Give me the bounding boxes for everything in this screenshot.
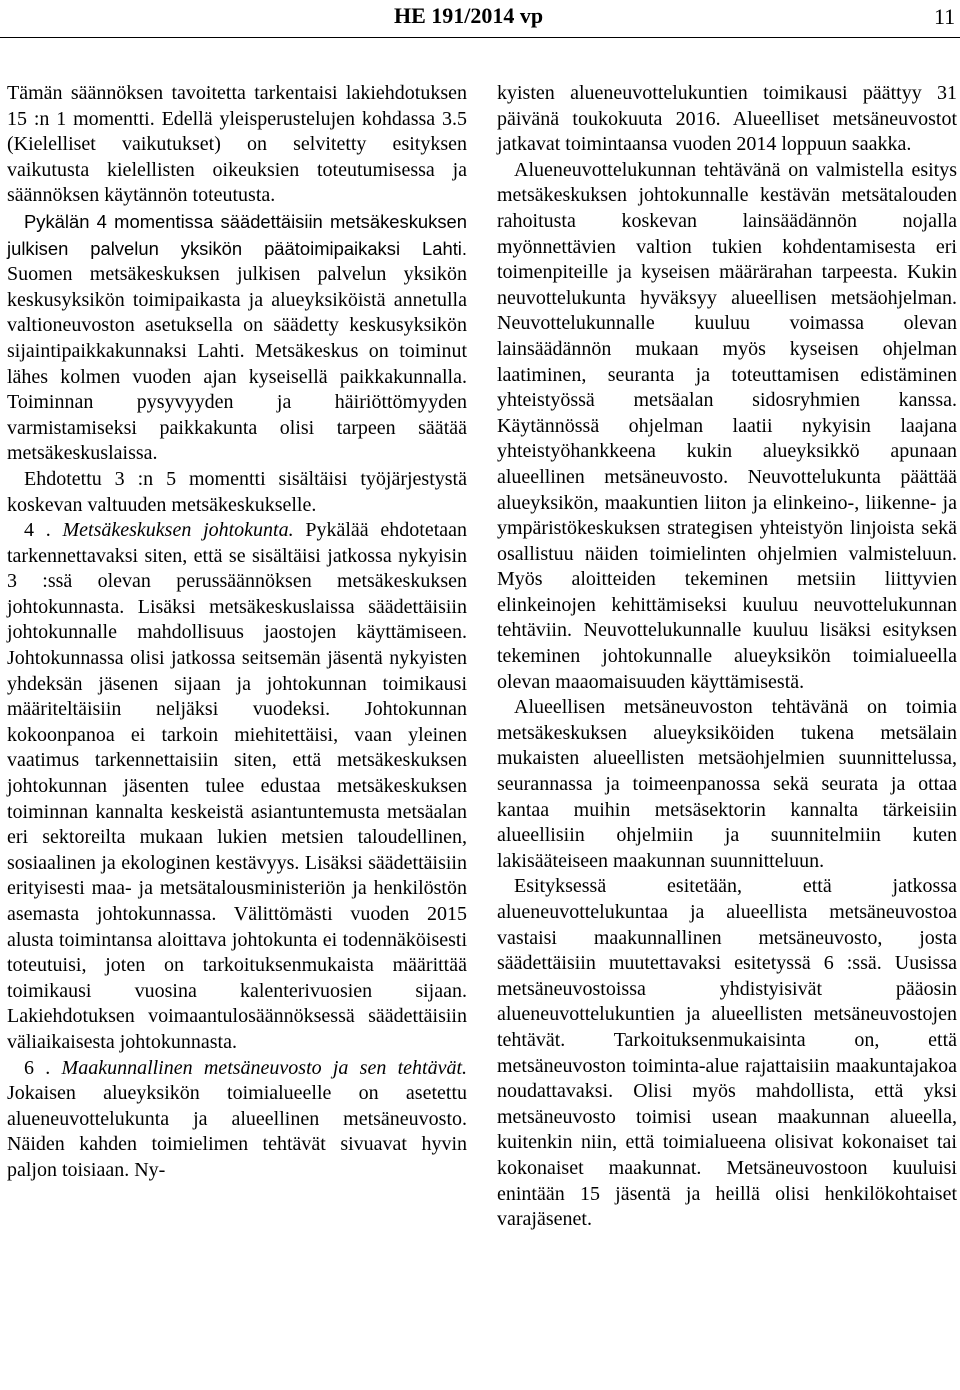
paragraph: kyisten alueneuvottelukuntien toimikausi päättyy 31 päivänä toukokuuta 2016. Alueelliset metsäneuvostot jatkavat toimintaansa vuoden 2014 loppuun saakka. [497,82,957,156]
left-column [7,81,467,1184]
section-number: 6 . [24,1056,51,1079]
section-text: Jokaisen alueyksikön toimialueelle on asetettu alueneuvottelukunta ja alueellinen metsäneuvosto. Näiden kahden toimielimen tehtävät sivuavat hyvin paljon toisiaan. Ny- [7,1082,467,1181]
section-text: Pykälää ehdotetaan tarkennettavaksi siten, että se sisältäisi jatkossa nykyisin 3 :ssä olevan perussäännöksen metsäkeskuksen johtokunnasta. Lisäksi metsäkeskuslaissa säädettäisiin johtokunnalle mahdollisuus jaostojen käyttämiseen. Johtokunnassa olisi jatkossa seitsemän jäsentä nykyisten yhdeksän jäsenen sijaan ja johtokunnan toimikausi määriteltäisiin neljäksi vuodeksi. Johtokunnan kokoonpanoa ei tarkoin miehitettäisi, vaan yleinen vaatimus tarkennettaisiin siten, että metsäkeskuksen johtokunnan jäsenten tulee edustaa metsäkeskuksen toiminnan kannalta keskeistä asiantuntemusta metsäalan eri sektoreilta mukaan lukien metsien taloudellinen, sosiaalinen ja ekologinen kestävyys. Lisäksi säädettäisiin erityisesti maa- ja metsätalousministeriön ja henkilöstön asemasta johtokunnassa. Välittömästi vuoden 2015 alusta toimintansa aloittava johtokunta ei todennäköisesti toteutuisi, joten on tarkoituksenmukaista määrittää toimikausi vuosina kalenterivuosien sijaan. Lakiehdotuksen voimaantulosäännöksessä säädettäisiin väliaikaisesta johtokunnasta. [7,519,468,1053]
paragraph-text: Suomen metsäkeskuksen julkisen palvelun yksikön keskusyksikön toimipaikasta ja alueyksiköistä annetulla valtioneuvoston asetuksella on säädetty keskusyksikön sijaintipaikkakunnaksi Lahti. Metsäkeskus on toiminut lähes kolmen vuoden ajan kyseisellä paikkakunnalla. Toiminnan pysyvyyden ja häiriöttömyyden varmistamiseksi paikkakunta olisi tarpeen säätää metsäkeskuslaissa. [7,263,467,465]
section-4-paragraph [7,518,467,1055]
section-number: 4 . [24,519,51,542]
paragraph: Esityksessä esitetään, että jatkossa alueneuvottelukuntaa ja alueellista metsäneuvostoa vastaisi maakunnallinen metsäneuvosto, josta säädettäisiin muutettavaksi esitetyssä 6 :ssä. Uusissa metsäneuvostoissa yhdistyisivät pääosin alueneuvottelukuntien ja alueellisten metsäneuvostojen tehtävät. Tarkoituksenmukaisinta on, että metsäneuvoston toiminta-alue rajattaisiin maakuntajakoa noudattavaksi. Olisi myös mahdollista, että yksi metsäneuvosto toimisi usean maakunnan alueella, kuitenkin niin, että toimialueena olisivat kokonaiset tai kokonaiset maakunnat. Metsäneuvostoon kuuluisi enintään 15 jäsentä ja heillä olisi henkilökohtaiset varajäsenet. [497,875,957,1231]
section-6-paragraph [7,1056,467,1184]
section-heading: Maakunnallinen metsäneuvosto ja sen tehtävät. [61,1056,468,1079]
right-column [497,81,957,1233]
section-heading: Metsäkeskuksen johtokunta. [62,519,294,542]
page-header [0,0,960,38]
header-rule [0,37,960,38]
paragraph: Alueellisen metsäneuvoston tehtävänä on toimia metsäkeskuksen alueyksiköiden tukena metsälain mukaisten alueellisten metsäohjelmien suunnittelussa, seurannassa ja toimeenpanossa sekä seurata ja ottaa kantaa muihin metsäsektorin kannalta tärkeisiin alueellisiin ohjelmiin ja suunnitelmiin kuten lakisääteiseen maakunnan suunnitteluun. [497,696,957,872]
paragraph-text-sans: Pykälän 4 momentissa säädettäisiin metsäkeskuksen julkisen palvelun yksikön päätoimipaikaksi Lahti. [7,210,467,259]
paragraph: Alueneuvottelukunnan tehtävänä on valmistella esitys metsäkeskuksen johtokunnalle kestävän metsätalouden rahoitusta koskevan lainsäädännön nojalla myönnettävien valtion tukien kohdentamisesta eri toimenpiteille ja kyseisen määrärahan tarpeesta. Kukin neuvottelukunta hyväksyy alueellisen metsäohjelman. Neuvottelukunnalle kuuluu voimassa olevan lainsäädännön mukaan myös kyseisen ohjelman laatiminen, seuranta ja toteuttamisen edistäminen yhteistyössä metsäalan sidosryhmien kanssa. Käytännössä ohjelman laatii nykyisin laajana yhteistyöhankkeena kukin alueyksikkö apunaan alueellinen metsäneuvosto. Neuvottelukunta päättää alueyksikön, maakuntien liiton ja elinkeino-, liikenne- ja ympäristökeskuksen strategisen yhteistyön linjoista sekä osallistuu näiden toimielinten ohjelmien valmisteluun. Myös aloitteiden tekeminen metsiin liittyvien elinkeinojen kehittämiseksi kuuluu neuvottelukunnan tehtäviin. Neuvottelukunnalle kuuluu lisäksi esityksen tekeminen johtokunnalle alueyksikön toimialueella olevan maaomaisuuden käyttämisestä. [497,158,957,693]
paragraph: Tämän säännöksen tavoitetta tarkentaisi lakiehdotuksen 15 :n 1 momentti. Edellä yleisperustelujen kohdassa 3.5 (Kielelliset vaikutukset) on selvitetty esityksen vaikutusta kielellisten oikeuksien toteutumisessa ja säännöksen käytännön toteutusta. [7,82,467,207]
paragraph: Ehdotettu 3 :n 5 momentti sisältäisi työjärjestystä koskevan valtuuden metsäkeskukselle. [7,467,467,516]
document-id: HE 191/2014 vp [394,3,544,28]
page-number: 11 [934,4,956,29]
paragraph [7,209,467,467]
